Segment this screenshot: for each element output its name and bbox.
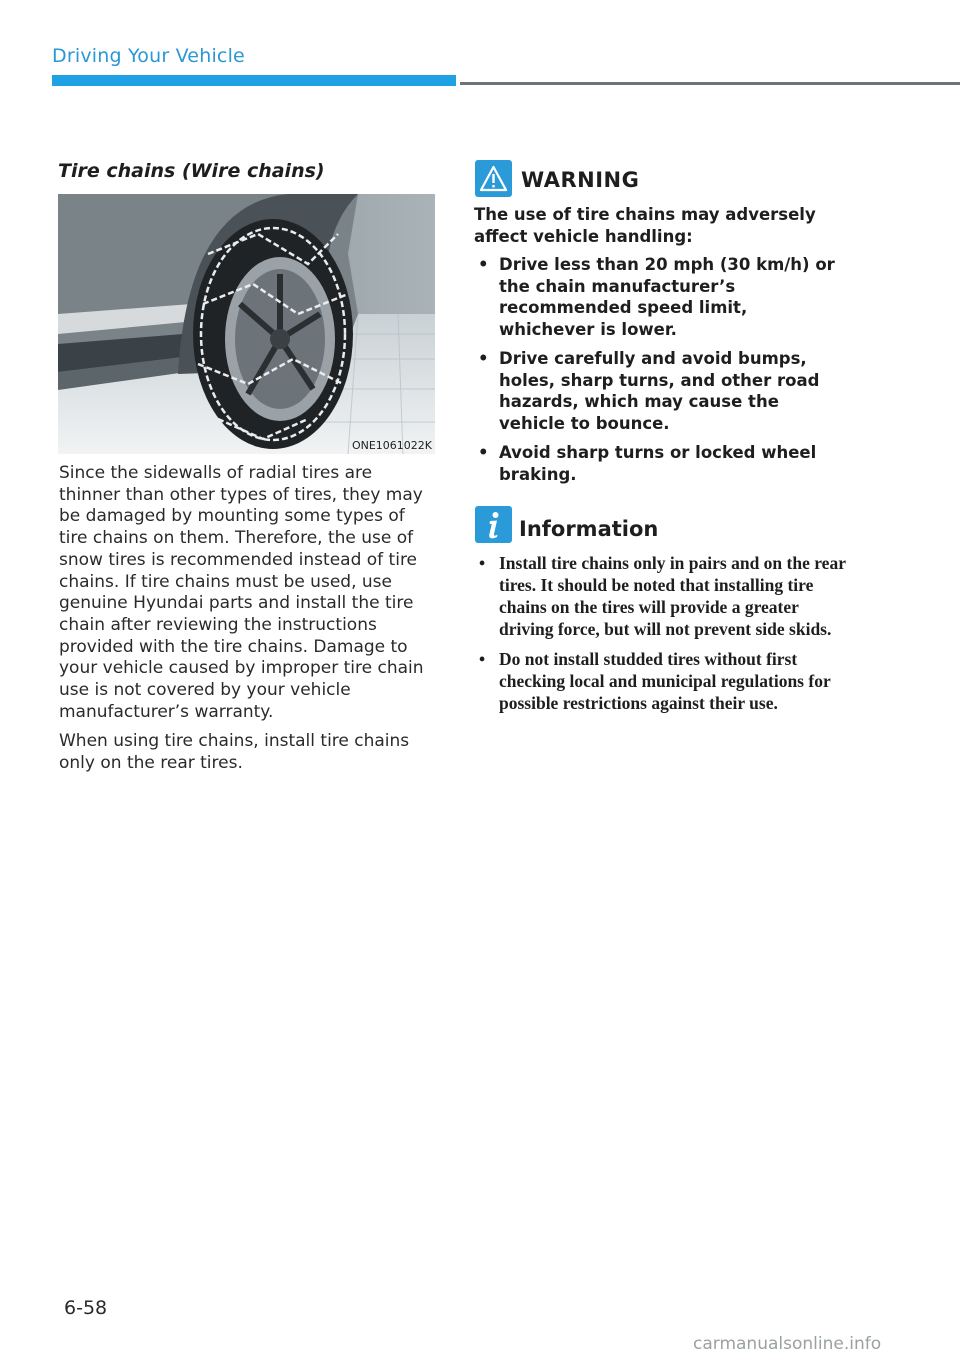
paragraph-text: Since the sidewalls of radial tires are thinner than other types of tires, they may be damaged by mounting some types of tire chains on them. Therefore, the use of snow tires is recommended instead of tire chains. If tire chains must be used, use genuine Hyundai parts and install the tire chain after reviewing the instructions provided with the tire chains. Damage to your vehicle caused by improper tire chain use is not covered by your vehicle manufacturer’s warranty. <box>59 463 424 722</box>
list-item <box>474 552 852 640</box>
warning-triangle-icon <box>475 160 512 197</box>
bullet: • <box>478 443 489 462</box>
section-header-title: Driving Your Vehicle <box>52 45 245 67</box>
figure-code: ONE1061022K <box>351 439 432 452</box>
bullet: • <box>479 553 486 573</box>
body-paragraph <box>59 463 437 723</box>
list-item <box>474 348 844 434</box>
list-item-text: Avoid sharp turns or locked wheel braking. <box>499 443 817 484</box>
bullet: • <box>478 255 489 274</box>
bullet: • <box>478 349 489 368</box>
bullet: • <box>479 649 486 669</box>
information-list <box>474 552 852 722</box>
warning-intro: The use of tire chains may adversely affect vehicle handling: <box>474 205 816 246</box>
list-item-text: Do not install studded tires without first checking local and municipal regulations for possible restrictions against their use. <box>499 649 831 713</box>
page-number: 6-58 <box>64 1297 108 1319</box>
list-item <box>474 442 844 485</box>
warning-title: WARNING <box>521 168 640 192</box>
list-item-text: Drive less than 20 mph (30 km/h) or the chain manufacturer’s recommended speed limit, whichever is lower. <box>499 255 835 339</box>
warning-list <box>474 254 844 493</box>
section-heading: Tire chains (Wire chains) <box>58 160 325 182</box>
information-icon <box>475 506 512 543</box>
list-item <box>474 648 852 714</box>
tire-chain-illustration <box>58 194 435 454</box>
information-title: Information <box>519 517 659 541</box>
tire-chain-drawing <box>58 194 435 454</box>
body-paragraph <box>59 731 437 774</box>
header-divider-line <box>460 82 960 85</box>
list-item <box>474 254 844 340</box>
list-item-text: Drive carefully and avoid bumps, holes, sharp turns, and other road hazards, which may cause the vehicle to bounce. <box>499 349 820 433</box>
list-item-text: Install tire chains only in pairs and on the rear tires. It should be noted that installing tire chains on the tires will provide a greater driving force, but will not prevent side skids. <box>499 553 846 639</box>
watermark: carmanualsonline.info <box>693 1334 882 1354</box>
header-accent-bar <box>52 75 456 86</box>
paragraph-text: When using tire chains, install tire chains only on the rear tires. <box>59 731 410 773</box>
